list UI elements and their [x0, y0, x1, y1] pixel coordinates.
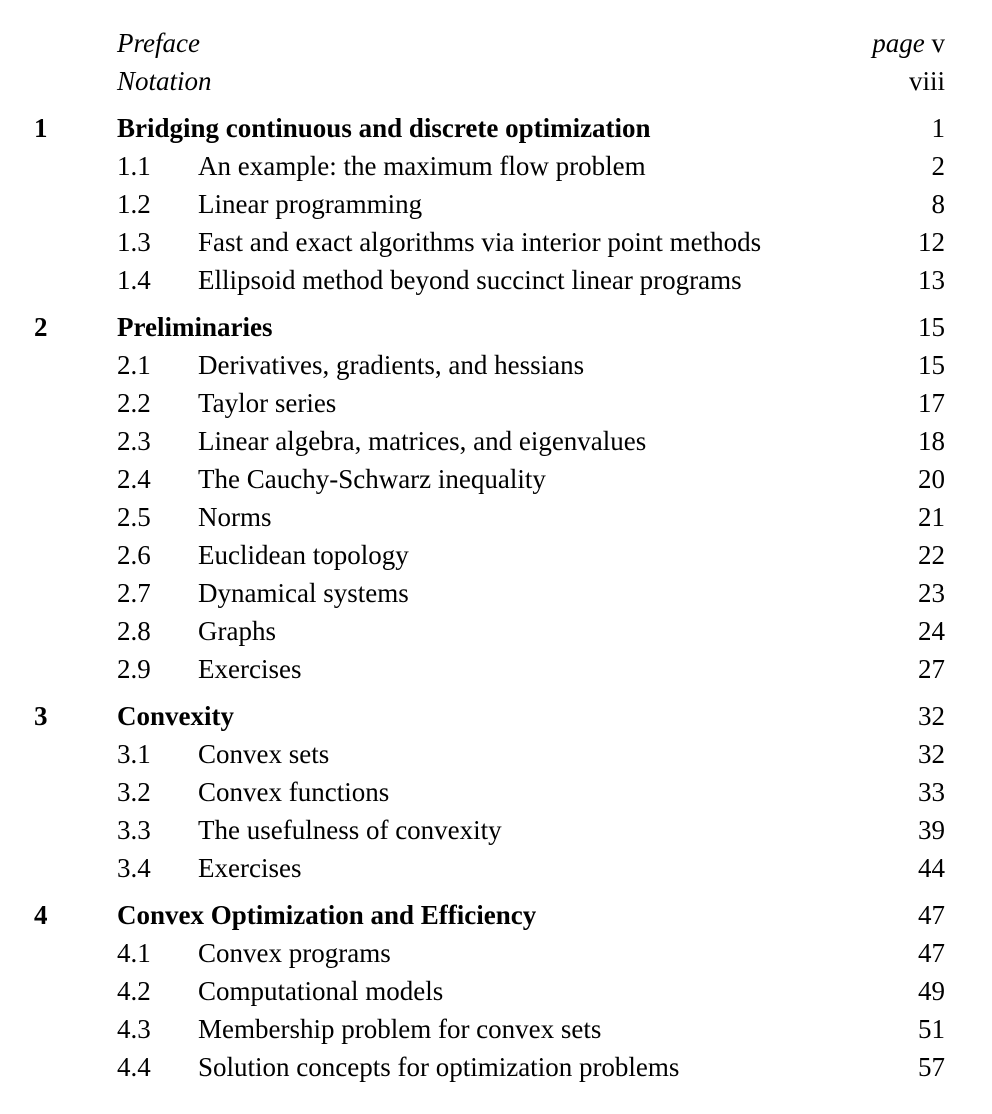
section-number: 1.4 [117, 265, 151, 295]
page-number: 33 [918, 777, 945, 807]
section-title: Taylor series [198, 388, 337, 418]
section-number: 2.7 [117, 578, 151, 608]
toc-chapter-entry[interactable] [0, 109, 992, 147]
section-title: An example: the maximum flow problem [198, 151, 646, 181]
toc-section-entry[interactable] [0, 536, 992, 574]
section-number: 4.4 [117, 1052, 151, 1082]
toc-section-entry[interactable] [0, 773, 992, 811]
page-number: 32 [918, 701, 945, 731]
page-number: 51 [918, 1014, 945, 1044]
page-number: 23 [918, 578, 945, 608]
page-number: 12 [918, 227, 945, 257]
page-number [909, 62, 945, 100]
toc-chapter-entry[interactable] [0, 308, 992, 346]
chapter-title: Convexity [117, 701, 234, 731]
page-number: 24 [918, 616, 945, 646]
toc-front-matter-entry[interactable] [0, 62, 992, 100]
toc-section-entry[interactable] [0, 735, 992, 773]
chapter-number: 3 [34, 701, 48, 731]
section-number: 1.1 [117, 151, 151, 181]
section-number: 3.2 [117, 777, 151, 807]
section-title: Euclidean topology [198, 540, 409, 570]
toc-section-entry[interactable] [0, 460, 992, 498]
toc-section-entry[interactable] [0, 574, 992, 612]
page-number: 44 [918, 853, 945, 883]
chapter-title: Preliminaries [117, 312, 273, 342]
toc-chapter-entry[interactable] [0, 896, 992, 934]
toc-section-entry[interactable] [0, 934, 992, 972]
toc-section-entry[interactable] [0, 612, 992, 650]
section-number: 4.2 [117, 976, 151, 1006]
toc-section-entry[interactable] [0, 261, 992, 299]
section-number: 2.8 [117, 616, 151, 646]
section-title: Convex functions [198, 777, 390, 807]
section-title: Ellipsoid method beyond succinct linear programs [198, 265, 742, 295]
page-number: 17 [918, 388, 945, 418]
section-title: Derivatives, gradients, and hessians [198, 350, 585, 380]
page-value: viii [908, 66, 945, 96]
toc-section-entry[interactable] [0, 1010, 992, 1048]
section-title: The usefulness of convexity [198, 815, 502, 845]
section-number: 2.2 [117, 388, 151, 418]
section-number: 2.5 [117, 502, 151, 532]
toc-section-entry[interactable] [0, 811, 992, 849]
page-number: 27 [918, 654, 945, 684]
page-number: 20 [918, 464, 945, 494]
section-number: 2.4 [117, 464, 151, 494]
section-number: 3.3 [117, 815, 151, 845]
chapter-number: 4 [34, 900, 48, 930]
chapter-number: 2 [34, 312, 48, 342]
section-title: Dynamical systems [198, 578, 409, 608]
page-number: 47 [918, 900, 945, 930]
section-title: Convex sets [198, 739, 330, 769]
chapter-title: Bridging continuous and discrete optimization [117, 113, 651, 143]
chapter-number: 1 [34, 113, 48, 143]
toc-section-entry[interactable] [0, 185, 992, 223]
toc-section-entry[interactable] [0, 223, 992, 261]
section-title: Norms [198, 502, 272, 532]
toc-section-entry[interactable] [0, 384, 992, 422]
section-number: 4.1 [117, 938, 151, 968]
section-title: Linear programming [198, 189, 423, 219]
section-title: Solution concepts for optimization problems [198, 1052, 680, 1082]
front-matter-title: Notation [117, 66, 212, 96]
section-number: 2.1 [117, 350, 151, 380]
section-title: Graphs [198, 616, 276, 646]
section-number: 4.3 [117, 1014, 151, 1044]
page-number: 15 [918, 350, 945, 380]
section-title: Exercises [198, 853, 302, 883]
page-number: 13 [918, 265, 945, 295]
section-number: 3.4 [117, 853, 151, 883]
page-number: 21 [918, 502, 945, 532]
page-number: 39 [918, 815, 945, 845]
section-number: 3.1 [117, 739, 151, 769]
page-value: v [931, 28, 945, 58]
page-number: 57 [918, 1052, 945, 1082]
section-title: Linear algebra, matrices, and eigenvalues [198, 426, 647, 456]
page-number: 49 [918, 976, 945, 1006]
page-number: 22 [918, 540, 945, 570]
page-number: 47 [918, 938, 945, 968]
section-title: Exercises [198, 654, 302, 684]
page-number [872, 24, 945, 62]
section-number: 1.3 [117, 227, 151, 257]
section-number: 2.3 [117, 426, 151, 456]
page-number: 32 [918, 739, 945, 769]
section-title: Computational models [198, 976, 444, 1006]
page-number: 8 [931, 189, 945, 219]
toc-section-entry[interactable] [0, 972, 992, 1010]
toc-section-entry[interactable] [0, 346, 992, 384]
toc-section-entry[interactable] [0, 650, 992, 688]
page-number: 18 [918, 426, 945, 456]
toc-section-entry[interactable] [0, 1048, 992, 1086]
toc-section-entry[interactable] [0, 849, 992, 887]
section-number: 2.9 [117, 654, 151, 684]
toc-chapter-entry[interactable] [0, 697, 992, 735]
section-title: The Cauchy-Schwarz inequality [198, 464, 546, 494]
chapter-title: Convex Optimization and Efficiency [117, 900, 537, 930]
section-number: 2.6 [117, 540, 151, 570]
front-matter-title: Preface [117, 28, 200, 58]
page-number: 1 [931, 113, 945, 143]
section-number: 1.2 [117, 189, 151, 219]
toc-section-entry[interactable] [0, 498, 992, 536]
section-title: Fast and exact algorithms via interior point methods [198, 227, 762, 257]
page-number: 15 [918, 312, 945, 342]
page-number: 2 [931, 151, 945, 181]
section-title: Membership problem for convex sets [198, 1014, 602, 1044]
toc-section-entry[interactable] [0, 147, 992, 185]
page-prefix: page [872, 28, 925, 58]
section-title: Convex programs [198, 938, 391, 968]
toc-section-entry[interactable] [0, 422, 992, 460]
toc-front-matter-entry[interactable] [0, 24, 992, 62]
